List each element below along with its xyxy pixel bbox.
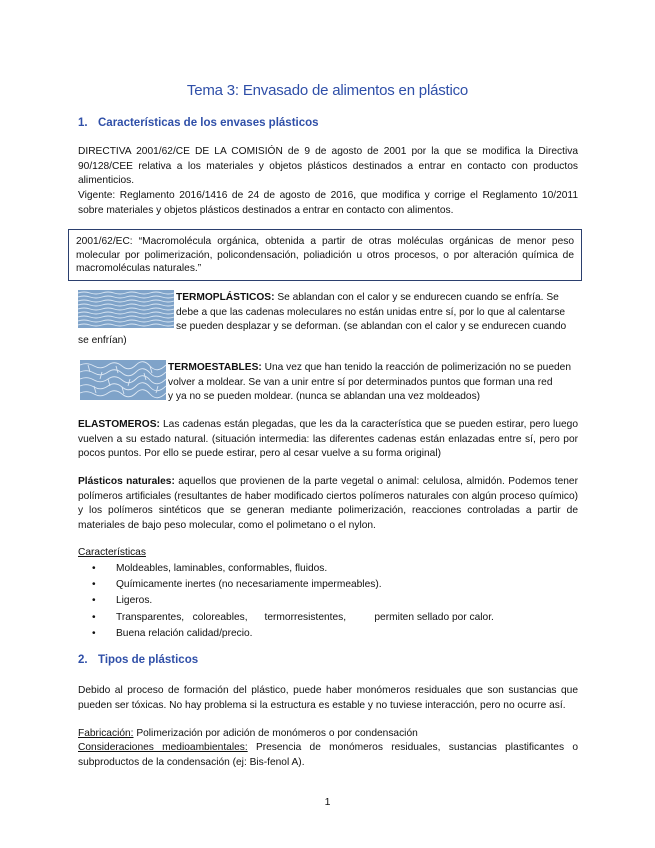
naturales-paragraph [78,475,578,533]
termoplasticos-line-2: debe a que las cadenas moleculares no están unidas entre sí, por lo que al calentarse [176,306,566,318]
list-item [92,561,494,577]
section-1-number: 1. [78,117,88,129]
list-item-text: Moldeables, laminables, conformables, fluidos. [116,563,328,574]
fabricacion-text: Polimerización por adición de monómeros o por condensación [133,728,418,739]
naturales-text: aquellos que provienen de la parte vegetal o animal: celulosa, almidón. Podemos tener polímeros artificiales (resultantes de haber modificado ciertos polímeros naturales con algún proceso químico) y los polímeros sintéticos que se generan mediante polimerización, reacciones controladas a partir de materiales de bajo peso molecular, como el polimetano o el nylon. [78,476,578,531]
title-prefix: Tema 3 [186,82,235,99]
list-item [92,593,494,609]
bullet-icon: • [92,595,96,607]
list-item-text: Buena relación calidad/precio. [116,627,253,639]
list-item [92,626,494,642]
page-number: 1 [324,796,331,808]
bullet-icon: • [92,579,96,591]
consideraciones-label: Consideraciones medioambientales: [78,742,248,753]
fabricacion-paragraph [78,727,578,742]
consideraciones-paragraph [78,741,578,770]
document-title [0,82,655,99]
section-2-number: 2. [78,654,88,666]
elastomeros-text: Las cadenas están plegadas, que les da la característica que se pueden estirar, pero luego vuelven a su estado natural. (situación intermedia: las diferentes cadenas están enlazadas entre sí, pero por pocos puntos. Por ello se puede estirar, pero al cesar vuelve a su forma original) [78,419,578,459]
section-2-title: Tipos de plásticos [98,654,199,666]
bullet-icon: • [92,611,96,623]
termoestables-image [80,360,166,400]
definition-box: 2001/62/EC: “Macromolécula orgánica, obtenida a partir de otras moléculas orgánicas de menor peso molecular por polimerización, policondensación, poliadición u otros procesos, o por alteración química de macromoléculas naturales.” [68,229,582,281]
termoplasticos-line-3: se pueden desplazar y se deforman. (se ablandan con el calor y se endurecen cuando [176,321,567,332]
bullet-icon: • [92,627,96,639]
termoestables-line-2: volver a moldear. Se van a unir entre sí por determinados puntos que forman una red [168,376,553,388]
termoplasticos-line-1: Se ablandan con el calor y se endurecen cuando se enfría. Se [274,292,559,303]
list-item-text: Transparentes, coloreables, termorresistentes, permiten sellado por calor. [116,611,494,623]
list-item [92,577,494,593]
section-2-heading [78,654,198,666]
naturales-label: Plásticos naturales: [78,476,175,487]
list-item-text: Ligeros. [116,595,153,607]
termoplasticos-image [78,290,174,328]
vigente-paragraph: Vigente: Reglamento 2016/1416 de 24 de agosto de 2016, que modifica y corrige el Reglamento 10/2011 sobre materiales y objetos plásticos destinados a entrar en contacto con alimentos. [78,190,578,216]
section-1-title: Características de los envases plásticos [98,117,319,129]
termoestables-label: TERMOESTABLES: [168,362,262,373]
section-1-heading [78,117,319,129]
title-rest: : Envasado de alimentos en plástico [234,82,469,99]
bullet-icon: • [92,563,96,574]
termoestables-text [168,361,578,405]
elastomeros-label: ELASTOMEROS: [78,419,160,430]
termoplasticos-label: TERMOPLÁSTICOS: [176,292,275,303]
elastomeros-paragraph [78,418,578,462]
termoplasticos-text [176,291,578,335]
crosslinked-network-icon [80,360,166,400]
termoestables-line-1: Una vez que han tenido la reacción de polimerización no se pueden [261,362,571,373]
consideraciones-text: Presencia de monómeros residuales, sustancias plastificantes o subproductos de la condensación (ej: Bis-fenol A). [78,742,578,768]
section-2-intro: Debido al proceso de formación del plástico, puede haber monómeros residuales que son sustancias que pueden ser tóxicas. No hay problema si la estructura es estable y no tuviese interacción, pero no ocurre así. [78,685,578,711]
fabricacion-label: Fabricación: [78,728,134,739]
caracteristicas-heading: Características [78,547,146,558]
wavy-chains-icon [78,290,174,328]
directive-paragraph: DIRECTIVA 2001/62/CE DE LA COMISIÓN de 9 de agosto de 2001 por la que se modifica la Directiva 90/128/CEE relativa a los materiales y objetos plásticos destinados a entrar en contacto con productos alimenticios. [78,146,578,186]
termoplasticos-line-4: se enfrían) [78,335,127,346]
termoestables-line-3: y ya no se pueden moldear. (nunca se ablandan una vez moldeados) [168,391,481,402]
list-item [92,610,494,626]
caracteristicas-list [92,561,494,642]
list-item-text: Químicamente inertes (no necesariamente impermeables). [116,579,382,591]
